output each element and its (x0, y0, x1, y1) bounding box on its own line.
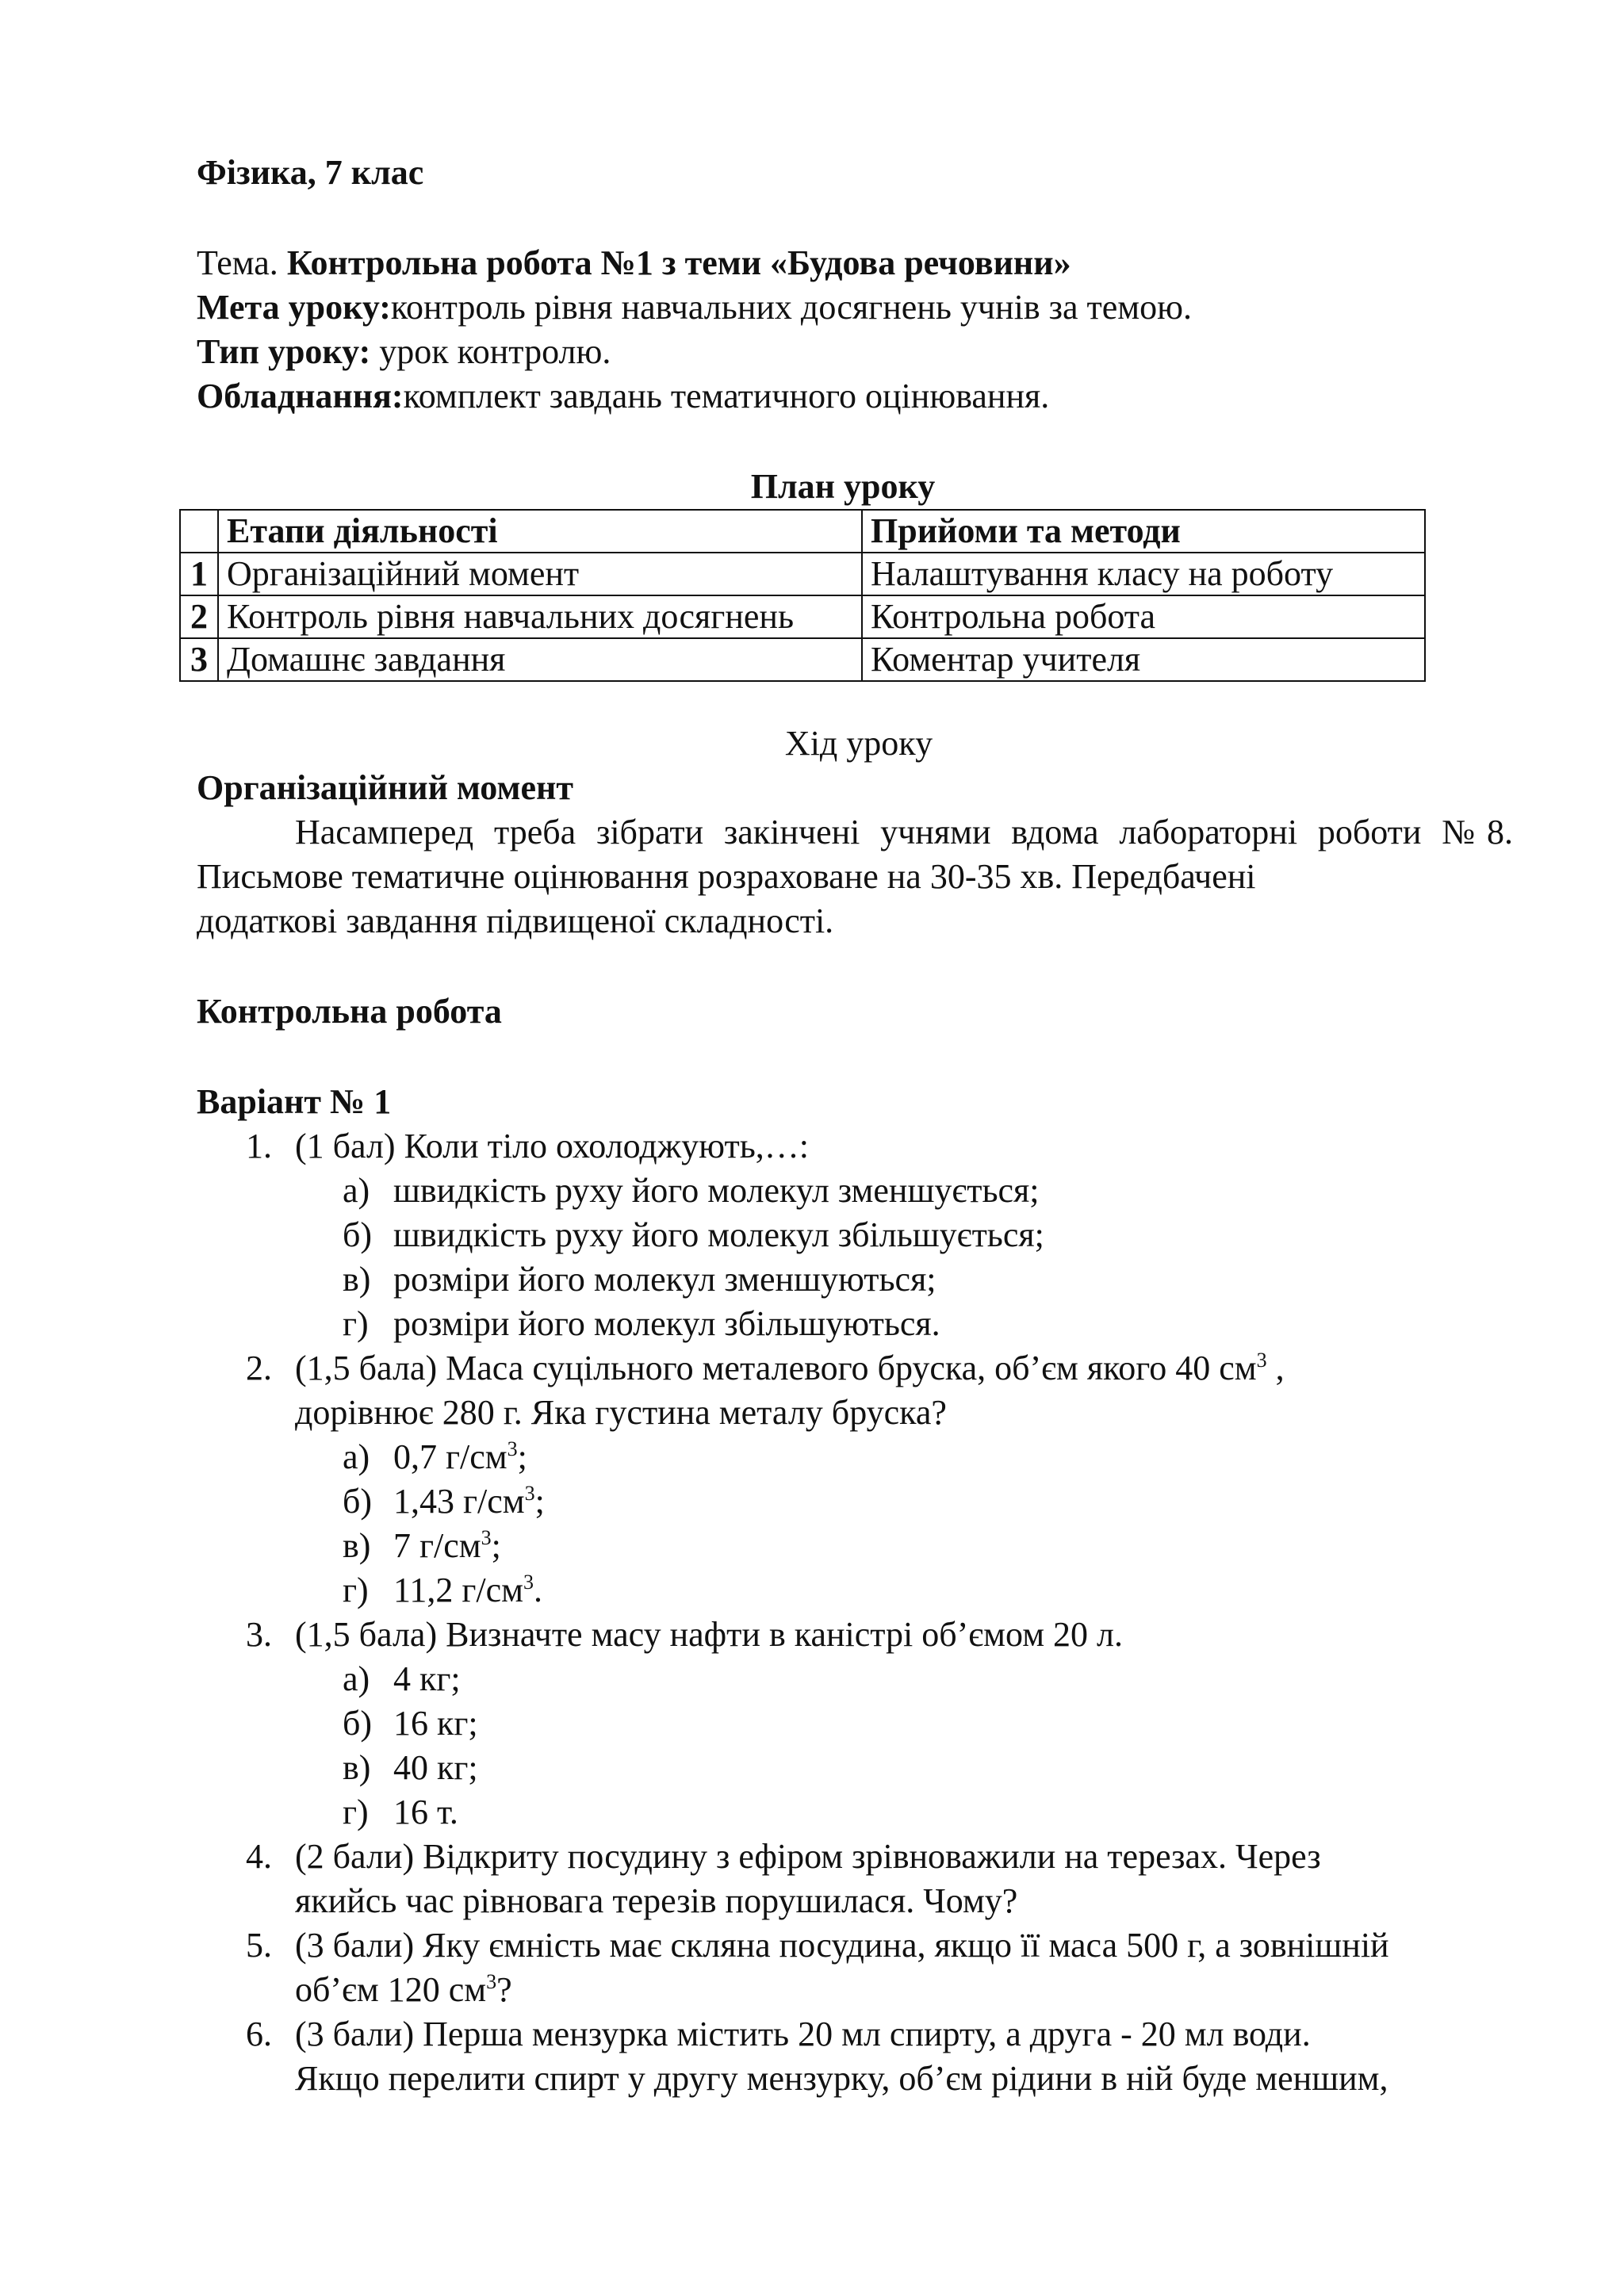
option-letter: а) (343, 1437, 370, 1476)
table-row (180, 553, 1425, 595)
topic-text: Контрольна робота №1 з теми «Будова речовини» (286, 243, 1071, 282)
option-text: розміри його молекул збільшуються. (393, 1304, 940, 1343)
option (295, 1790, 1513, 1835)
options-list (295, 1169, 1513, 1346)
option (295, 1657, 1513, 1701)
plan-header-num (180, 510, 218, 553)
option-end: ; (491, 1526, 501, 1565)
superscript: 3 (507, 1437, 518, 1460)
question-text-part: об’єм 120 см (295, 1970, 487, 2009)
option-letter: г) (343, 1793, 369, 1831)
superscript: 3 (1256, 1349, 1267, 1372)
option-letter: б) (343, 1215, 373, 1254)
plan-row-method: Налаштування класу на роботу (862, 553, 1425, 595)
plan-header-row (180, 510, 1425, 553)
option (295, 1479, 1513, 1524)
option-text: розміри його молекул зменшуються; (393, 1260, 936, 1299)
options-list (295, 1435, 1513, 1613)
option-text: 1,43 г/см (393, 1482, 525, 1521)
list-item (197, 1835, 1513, 1923)
plan-table (179, 509, 1426, 682)
option-letter: б) (343, 1482, 373, 1521)
option-text: 7 г/см (393, 1526, 481, 1565)
plan-row-num: 1 (180, 553, 218, 595)
equipment-text: комплект завдань тематичного оцінювання. (403, 377, 1050, 415)
topic-line (197, 241, 1513, 285)
option-end: ; (517, 1437, 527, 1476)
option (295, 1701, 1513, 1746)
list-item (197, 1923, 1513, 2012)
option-text: 11,2 г/см (393, 1571, 524, 1609)
option-text: швидкість руху його молекул збільшується; (393, 1215, 1044, 1254)
plan-row-stage: Контроль рівня навчальних досягнень (218, 595, 862, 638)
plan-row-method: Коментар учителя (862, 638, 1425, 681)
option (295, 1524, 1513, 1568)
course-title: Хід уроку (784, 724, 933, 763)
question-text-part: , (1266, 1349, 1285, 1387)
option-letter: в) (343, 1748, 371, 1787)
subject-heading: Фізика, 7 клас (197, 153, 424, 192)
equipment-line (197, 374, 1513, 419)
question-text-line2: дорівнює 280 г. Яка густина металу бруска? (295, 1393, 947, 1432)
list-item (197, 1124, 1513, 1346)
option-text: швидкість руху його молекул зменшується; (393, 1171, 1040, 1210)
org-heading: Організаційний момент (197, 768, 573, 807)
question-number: 3. (246, 1615, 272, 1654)
org-paragraph: Насамперед треба зібрати закінчені учнями вдома лабораторні роботи №8. Письмове тематичне оцінювання розраховане на 30-35 хв. Передбачені (197, 813, 1513, 896)
question-text (295, 1346, 1513, 1391)
type-label: Тип уроку: (197, 332, 371, 371)
question-text: (3 бали) Яку ємність має скляна посудина, якщо її маса 500 г, а зовнішній (295, 1926, 1389, 1965)
superscript: 3 (481, 1526, 492, 1549)
option-letter: б) (343, 1704, 373, 1743)
plan-row-num: 2 (180, 595, 218, 638)
variant-heading: Варіант № 1 (197, 1082, 392, 1121)
plan-header-stage: Етапи діяльності (218, 510, 862, 553)
option-letter: а) (343, 1171, 370, 1210)
question-number: 1. (246, 1127, 272, 1165)
superscript: 3 (486, 1970, 497, 1993)
option-letter: г) (343, 1571, 369, 1609)
goal-label: Мета уроку: (197, 288, 391, 327)
plan-header-methods: Прийоми та методи (862, 510, 1425, 553)
question-text-line2: якийсь час рівновага терезів порушилася. Чому? (295, 1881, 1018, 1920)
option-text: 0,7 г/см (393, 1437, 508, 1476)
question-number: 2. (246, 1349, 272, 1387)
list-item (197, 1613, 1513, 1835)
list-item (197, 1346, 1513, 1613)
option-letter: в) (343, 1526, 371, 1565)
table-row (180, 595, 1425, 638)
option (295, 1257, 1513, 1302)
option-text: 16 кг; (393, 1704, 478, 1743)
plan-row-num: 3 (180, 638, 218, 681)
option-letter: а) (343, 1659, 370, 1698)
type-line (197, 330, 1513, 374)
question-text: (1,5 бала) Визначте масу нафти в каністрі об’ємом 20 л. (295, 1615, 1123, 1654)
equipment-label: Обладнання: (197, 377, 404, 415)
question-number: 5. (246, 1926, 272, 1965)
question-text-part: (1,5 бала) Маса суцільного металевого бруска, об’єм якого 40 см (295, 1349, 1257, 1387)
option (295, 1568, 1513, 1613)
question-text: (1 бал) Коли тіло охолоджують,…: (295, 1127, 809, 1165)
option-text: 16 т. (393, 1793, 458, 1831)
question-text: (3 бали) Перша мензурка містить 20 мл спирту, а друга - 20 мл води. (295, 2015, 1311, 2053)
option-letter: в) (343, 1260, 371, 1299)
question-text-line2 (295, 1968, 1513, 2012)
option-end: . (534, 1571, 543, 1609)
list-item (197, 2012, 1513, 2101)
option (295, 1169, 1513, 1213)
plan-row-stage: Організаційний момент (218, 553, 862, 595)
option (295, 1213, 1513, 1257)
type-text: урок контролю. (370, 332, 611, 371)
table-row (180, 638, 1425, 681)
option (295, 1746, 1513, 1790)
option-text: 4 кг; (393, 1659, 461, 1698)
org-paragraph-end: додаткові завдання підвищеної складності. (197, 901, 834, 940)
question-text-part: ? (496, 1970, 512, 2009)
goal-text: контроль рівня навчальних досягнень учнів за темою. (390, 288, 1192, 327)
option (295, 1302, 1513, 1346)
document-page (190, 151, 1513, 2101)
question-text: (2 бали) Відкриту посудину з ефіром зрівноважили на терезах. Через (295, 1837, 1321, 1876)
question-number: 6. (246, 2015, 272, 2053)
question-text-line2: Якщо перелити спирт у другу мензурку, об’єм рідини в ній буде меншим, (295, 2059, 1388, 2098)
plan-title: План уроку (750, 467, 936, 506)
questions-list (197, 1124, 1513, 2101)
options-list (295, 1657, 1513, 1835)
superscript: 3 (524, 1482, 535, 1505)
plan-row-stage: Домашнє завдання (218, 638, 862, 681)
option-letter: г) (343, 1304, 369, 1343)
test-heading: Контрольна робота (197, 992, 502, 1031)
topic-label: Тема. (197, 243, 278, 282)
goal-line (197, 285, 1513, 330)
question-number: 4. (246, 1837, 272, 1876)
superscript: 3 (523, 1571, 534, 1594)
option (295, 1435, 1513, 1479)
option-text: 40 кг; (393, 1748, 478, 1787)
plan-row-method: Контрольна робота (862, 595, 1425, 638)
option-end: ; (534, 1482, 545, 1521)
